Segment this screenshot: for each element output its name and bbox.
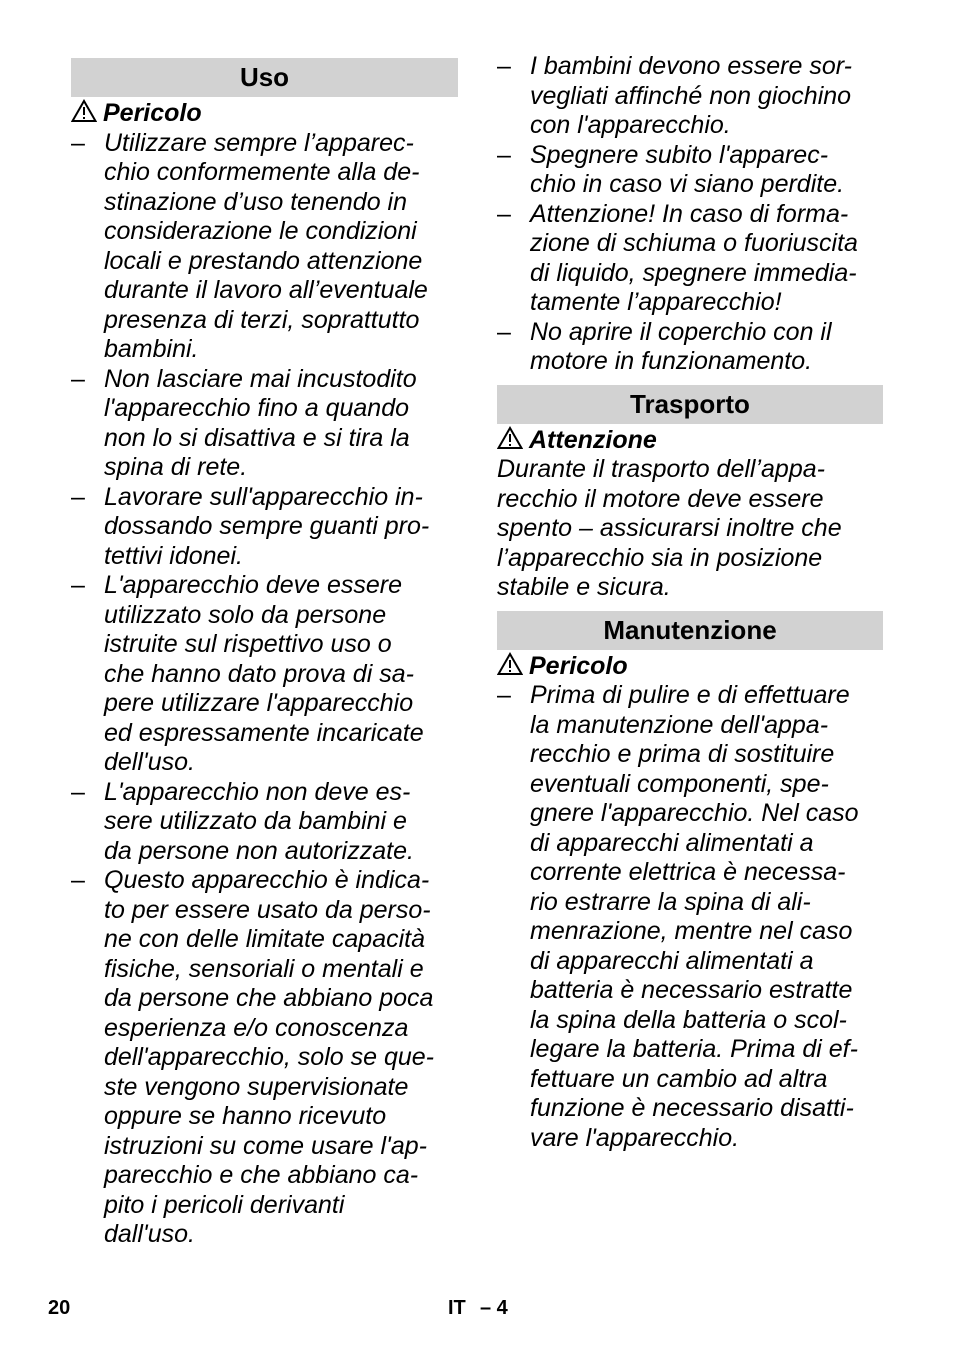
- maintenance-danger-list: [497, 681, 883, 1153]
- list-item: – Spegnere subito l'apparec- chio in caso vi siano perdite.: [497, 140, 845, 198]
- warning-line: [497, 426, 883, 456]
- warning-label: Pericolo: [529, 651, 628, 680]
- uso-danger-list: [71, 129, 458, 1250]
- warning-label: Pericolo: [103, 99, 202, 127]
- list-item: – No aprire il coperchio con il motore in funzionamento.: [497, 317, 832, 375]
- section-heading-trasporto: Trasporto: [497, 385, 883, 424]
- list-item: – Utilizzare sempre l’apparec- chio conformemente alla de- stinazione d’uso tenendo in considerazione le condizioni locali e prestando attenzione durante il lavoro all’eventuale presenza di terzi, soprattutto bambini.: [71, 128, 428, 363]
- page-number: 20: [48, 1297, 71, 1319]
- warning-line: [71, 99, 458, 129]
- list-item: – Questo apparecchio è indica- to per essere usato da perso- ne con delle limitate capacità fisiche, sensoriali o mentali e da persone che abbiano poca esperienza e/o conoscenza dell'apparecchio, solo se que- ste vengono supervisionate oppure se hanno ricevuto istruzioni su come usare l'ap- parecchio e che abbiano ca- pito i pericoli derivanti dall'uso.: [71, 866, 434, 1248]
- warning-triangle-icon: [71, 99, 103, 129]
- list-item: – L'apparecchio deve essere utilizzato solo da persone istruite sul rispettivo uso o che hanno dato prova di sa- pere utilizzare l'apparecchio ed espressamente incaricate dell'uso.: [71, 571, 424, 776]
- list-item: – L'apparecchio non deve es- sere utilizzato da bambini e da persone non autorizzate.: [71, 777, 414, 865]
- warning-triangle-icon: [497, 652, 529, 682]
- section-heading-uso: Uso: [71, 58, 458, 97]
- right-column: [497, 52, 883, 1153]
- list-item: – Attenzione! In caso di forma- zione di schiuma o fuoriuscita di liquido, spegnere immedia- tamente l’apparecchio!: [497, 199, 858, 316]
- list-item: – Prima di pulire e di effettuare la manutenzione dell'appa- recchio e prima di sostituire eventuali componenti, spe- gnere l'apparecchio. Nel caso di apparecchi alimentati a corrente elettrica è necessa- rio estrarre la spina di ali- menrazione, mentre nel caso di apparecchi alimentati a batteria è necessario estratte la spina della batteria o scol- legare la batteria. Prima di ef- fettuare un cambio ad altra funzione è necessario disatti- vare l'apparecchio.: [497, 681, 859, 1152]
- footer-language: IT: [448, 1297, 466, 1319]
- list-item: – Lavorare sull'apparecchio in- dossando sempre guanti pro- tettivi idonei.: [71, 482, 430, 570]
- footer-section-page: – 4: [480, 1297, 508, 1319]
- warning-triangle-icon: [497, 426, 529, 456]
- warning-label: Attenzione: [529, 425, 657, 454]
- uso-continued-list: [497, 52, 883, 377]
- warning-line: [497, 652, 883, 682]
- list-item: – Non lasciare mai incustodito l'apparecchio fino a quando non lo si disattiva e si tira la spina di rete.: [71, 364, 417, 481]
- list-item: – I bambini devono essere sor- vegliati affinché non giochino con l'apparecchio.: [497, 52, 852, 139]
- left-column: [71, 58, 458, 1250]
- section-heading-manutenzione: Manutenzione: [497, 611, 883, 650]
- transport-text: Durante il trasporto dell’appa- recchio il motore deve essere spento – assicurarsi inoltre che l’apparecchio sia in posizione stabile e sicura.: [497, 455, 842, 601]
